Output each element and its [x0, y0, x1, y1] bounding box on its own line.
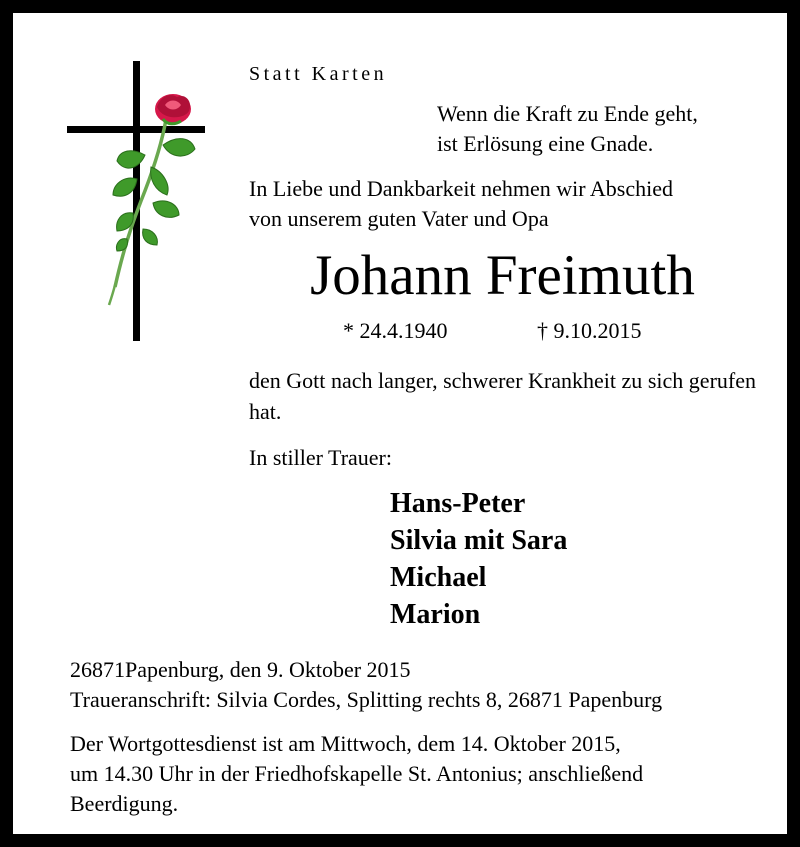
verse-line: ist Erlösung eine Gnade. — [437, 131, 654, 156]
mourning-address: Traueranschrift: Silvia Cordes, Splitting rechts 8, 26871 Papenburg — [70, 687, 663, 712]
service-info — [70, 729, 756, 819]
service-line: um 14.30 Uhr in der Friedhofskapelle St. Antonius; anschließend — [70, 761, 644, 786]
message-text: den Gott nach langer, schwerer Krankheit zu sich gerufen hat. — [249, 368, 756, 424]
verse-line: Wenn die Kraft zu Ende geht, — [437, 101, 698, 126]
family-member: Marion — [390, 599, 481, 630]
header-label: Statt Karten — [249, 63, 388, 85]
death-date: † 9.10.2015 — [537, 318, 642, 343]
service-line: Beerdigung. — [70, 791, 179, 816]
family-list — [390, 485, 567, 633]
intro-text — [249, 174, 673, 234]
family-member: Silvia mit Sara — [390, 525, 568, 556]
family-member: Hans-Peter — [390, 488, 526, 519]
birth-date: * 24.4.1940 — [343, 318, 448, 343]
deceased-name: Johann Freimuth — [310, 244, 695, 307]
place-date: 26871Papenburg, den 9. Oktober 2015 — [70, 657, 411, 682]
intro-line: In Liebe und Dankbarkeit nehmen wir Abschied — [249, 176, 673, 201]
cross-with-rose-icon — [67, 61, 207, 343]
family-member: Michael — [390, 562, 487, 593]
mourning-label: In stiller Trauer: — [249, 445, 392, 470]
service-line: Der Wortgottesdienst ist am Mittwoch, dem 14. Oktober 2015, — [70, 731, 621, 756]
verse — [437, 99, 698, 159]
intro-line: von unserem guten Vater und Opa — [249, 206, 549, 231]
